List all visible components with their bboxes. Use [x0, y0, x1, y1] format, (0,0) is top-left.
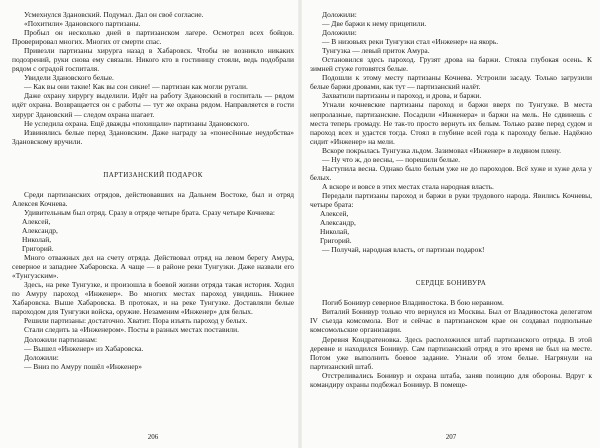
paragraph: Увидели Здановского белые.: [24, 73, 114, 83]
paragraph: Вскоре покрылась Тунгузка льдом. Зазимовал «Инженер» в ледяном плену.: [322, 145, 561, 155]
paragraph: Среди партизанских отрядов, действовавших на Дальнем Востоке, был и отряд Алексея Кочнева.: [12, 189, 294, 208]
paragraph: Доложили:: [322, 10, 357, 19]
paragraph: Решили партизаны: достаточно. Хватит. Пора изъять пароход у белых.: [24, 316, 248, 326]
paragraph: Стали следить за «Инженером». Посты в разных местах поставили.: [24, 325, 239, 335]
paragraph: Доложили:: [322, 28, 357, 38]
paragraph: Александр,: [22, 225, 58, 235]
paragraph: Николай,: [320, 227, 350, 237]
paragraph: — Получай, народная власть, от партизан подарок!: [322, 245, 485, 255]
paragraph: Деревня Кондратеновка. Здесь расположился штаб партизанского отряда. В этой деревне и находился Бонивур. Сам партизанский отряд в это время не был на месте. Потом уже выполнить боевое задание. Узнали об этом белые. Нагрянули на партизанский штаб.: [310, 334, 592, 371]
paragraph: Погиб Бонивур северное Владивостока. В бою неравном.: [322, 298, 504, 308]
paragraph: Алексей,: [22, 216, 51, 226]
paragraph: — Две баржи к нему прицепили.: [322, 19, 427, 29]
paragraph: Здесь, на реке Тунгузке, и произошла в боевой жизни отряда такая история. Ходил по Амуру пароход «Инженер». Во многих местах пароход увидишь. Нижнее Хабаровска. Выше Хабаровска. В протоках, и на реке Тунгузке. Доставляли белые пароходом для Тунгузки войска, оружие. Незаменим «Инженер» для белых.: [12, 280, 294, 317]
paragraph: — Как вы они такие! Как вы сон сикие! — партизан как могли ругали.: [24, 82, 248, 92]
right-heading: СЕРДЦЕ БОНИВУРА: [415, 279, 487, 288]
paragraph: Угнали кочневские партизаны пароход и баржи вверх по Тунгузке. В места непролазные, партизанские. Посадили «Инженера» и баржи на мель. Не сдвинешь с места теперь громаду. Не так-то просто вернуть их белым. Только разве перед судом и пароход всех и удастся тогда. Стоял в глубине всей года к пароходу белые. Надёжно сидит «Инженер» на мели.: [310, 100, 592, 146]
paragraph: Привезли партизаны хирурга назад в Хабаровск. Чтобы не возникло никаких подозрений, руки снова ему связали. Никого кто в гостиницу стояли, ведь подобрали рядом с оградой госпиталя.: [12, 46, 294, 74]
right-section-2: [310, 298, 592, 388]
paragraph: Виталий Бонивур только что вернулся из Москвы. Был от Владивостока делегатом IV съезда комсомола. Вот и сейчас в партизанском крае он создавал подпольные комсомольские организации.: [310, 307, 592, 335]
left-page: [12, 10, 294, 444]
left-heading: ПАРТИЗАНСКИЙ ПОДАРОК: [103, 170, 203, 179]
paragraph: Удивительным был отряд. Сразу в отряде четыре брата. Сразу четыре Кочнева:: [24, 207, 275, 217]
paragraph: Усмехнулся Здановский. Подумал. Дал он своё согласие.: [24, 10, 204, 19]
paragraph: — В низовьях реки Тунгузки стал «Инженер» на якорь.: [322, 37, 499, 47]
paragraph: Доложили партизанам:: [24, 334, 98, 344]
paragraph: Передали партизаны пароход и баржи в руки трудового народа. Явились Кочневы, четыре брата:: [310, 190, 592, 209]
left-section-2: [12, 190, 294, 371]
paragraph: Григорий.: [22, 244, 54, 254]
paragraph: Александр,: [320, 218, 356, 228]
paragraph: Наступила весна. Однако было белым уже не до пароходов. Всё хуже и хуже дела у белых.: [310, 163, 592, 182]
paragraph: Николай,: [22, 234, 52, 244]
paragraph: Отстреливались Бонивур и охрана штаба, заняв позицию для обороны. Вдруг к командиру охраны подбежал Бонивур. В помеще-: [310, 370, 592, 389]
paragraph: Пробыл он несколько дней в партизанском лагере. Осмотрел всех бойцов. Проверировал многих. Многих от смерти спас.: [12, 28, 294, 47]
book-gutter: [298, 0, 302, 448]
paragraph: Много отважных дел на счету отряда. Действовал отряд на левом берегу Амура, северное и западнее Хабаровска. А чаще — в районе реки Тунгузки. Даже назвали его «Тунгузским».: [12, 253, 294, 281]
paragraph: Подошли к этому месту партизаны Кочнева. Устроили засаду. Только загрузили белые баржи дровами, как тут — партизанский налёт.: [310, 73, 592, 92]
paragraph: Григорий.: [320, 236, 352, 246]
paragraph: «Похитили» Здановского партизаны.: [24, 19, 141, 29]
paragraph: Даже охрану хирургу выделили. Идёт на работу Здановский в госпиталь — рядом идёт охрана. Возвращается он с работы — тут же охрана рядом. Направляется в гости хирург Здановский — следом охрана шагает.: [12, 91, 294, 119]
paragraph: Извинялись белые перед Здановским. Даже награду за «понесённые неудобства» Здановскому вручили.: [12, 127, 294, 146]
paragraph: Алексей,: [320, 209, 349, 219]
paragraph: — Вышел «Инженер» из Хабаровска.: [24, 343, 144, 353]
paragraph: Доложили:: [24, 352, 59, 362]
paragraph: Захватили партизаны и пароход, и дрова, и баржи.: [322, 91, 482, 101]
right-page: [310, 10, 592, 444]
page-number-left: 206: [147, 432, 159, 441]
paragraph: Остановился здесь пароход. Грузят дрова на баржи. Стояла глубокая осень. К зимней стуже готовятся белые.: [310, 55, 592, 74]
paragraph: А вскоре и вовсе в этих местах стала народная власть.: [322, 181, 494, 191]
paragraph: Не уследила охрана. Ещё дважды «похищали» партизаны Здановского.: [24, 118, 250, 128]
paragraph: — Ну что ж, до весны, — порешили белые.: [322, 154, 461, 164]
page-number-right: 207: [445, 432, 457, 441]
paragraph: — Вниз по Амуру пошёл «Инженер»: [24, 361, 142, 371]
left-section-1: [12, 10, 294, 146]
paragraph: Тунгузка — левый приток Амура.: [322, 46, 430, 56]
right-section-1: [310, 10, 592, 254]
